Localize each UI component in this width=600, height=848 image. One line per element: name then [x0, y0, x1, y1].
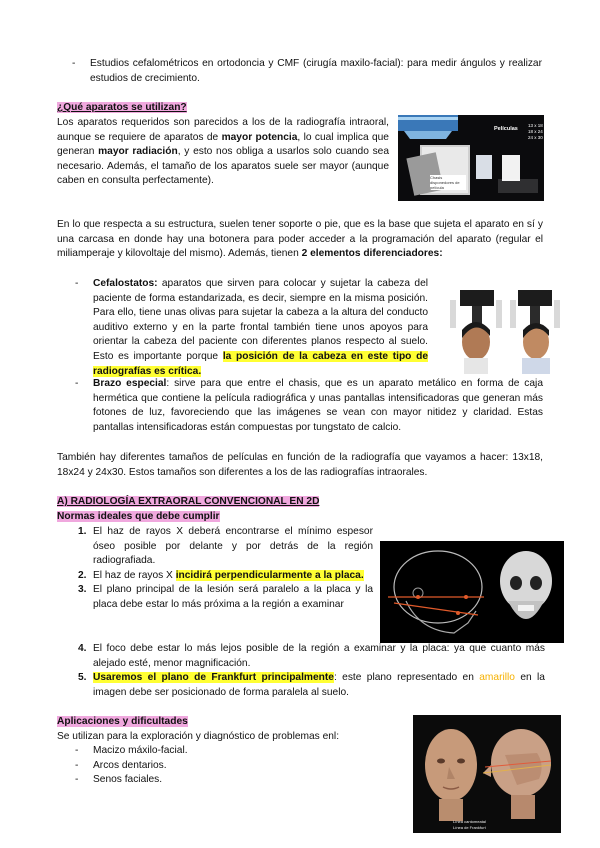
section1-paragraph-1: Los aparatos requeridos son parecidos a los de la radiografía intraoral, aunque se requiere de aparatos de mayor potencia, lo cual implica que generan mayor radiación, y esto nos obliga a usarlos solo cuando sea necesario. Además, el tamaño de los aparatos suele ser mayor (aunque caben en consulta perfectamente).	[57, 117, 390, 187]
application-item-2: - Arcos dentarios.	[93, 759, 343, 774]
section3-intro: Se utilizan para la exploración y diagnóstico de problemas enl:	[57, 731, 340, 742]
cefalostatos-item: - Cefalostatos: aparatos que sirven para colocar y sujetar la cabeza del paciente de forma estandarizada, es decir, siempre en la misma posición. Para ello, tiene unas olivas para sujetar la cabeza a la altura del conducto auditivo externo y en la parte frontal también tiene unos apoyos para orientar la cabeza del paciente con diferentes planos respecto al suelo. Esto es importante porque la posición de la cabeza en este tipo de radiografías es crítica.	[93, 277, 428, 379]
norm-item-5: 5. Usaremos el plano de Frankfurt principalmente: este plano representado en amarillo en la imagen debe ser posicionado de forma paralela al suelo.	[78, 672, 545, 698]
norm-item-2: 2. El haz de rayos X incidirá perpendicularmente a la placa.	[78, 569, 364, 581]
application-item-1: - Macizo máxilo-facial.	[93, 744, 343, 759]
skull-radiographs-image	[380, 541, 564, 643]
cephalostat-illustration	[436, 290, 564, 374]
films-label: Películas	[494, 126, 518, 132]
elements-list-2	[93, 377, 543, 435]
application-item-3: - Senos faciales.	[93, 773, 343, 788]
films-cassettes-illustration	[398, 115, 544, 201]
norms-list-continued	[78, 642, 545, 700]
section3-heading: Aplicaciones y dificultades	[57, 716, 188, 727]
skull-radiographs-illustration	[380, 541, 564, 643]
section1-paragraph-2: En lo que respecta a su estructura, suelen tener soporte o pie, que es la base que sujeta el aparato en sí y una carcasa en donde hay una botonera para poder acceder a la programación del aparato (regular el miliamperaje y kilovoltaje del mismo). Además, tienen 2 elementos diferenciadores:	[57, 219, 543, 260]
film-size-3: 24 x 30	[528, 135, 543, 140]
norm-item-1: 1. El haz de rayos X deberá encontrarse el mínimo espesor óseo posible por delante y por detrás de la región radiografiada.	[78, 526, 373, 567]
elements-list	[93, 277, 428, 379]
norms-list	[78, 525, 373, 613]
section1-paragraph-3: También hay diferentes tamaños de películas en función de la radiografía que vayamos a hacer: 13x18, 18x24 y 24x30. Estos tamaños son diferentes a los de las radiografías intraorales.	[57, 452, 543, 478]
intro-list	[90, 57, 542, 86]
section2-heading: A) RADIOLOGÍA EXTRAORAL CONVENCIONAL EN 2D	[57, 496, 320, 507]
section2-subheading: Normas ideales que debe cumplir	[57, 511, 220, 522]
head-caption-frankfurt: Línea de Frankfurt	[453, 825, 486, 830]
films-cassettes-image	[398, 115, 544, 201]
film-size-1: 13 x 18	[528, 123, 543, 128]
norm-item-4: 4. El foco debe estar lo más lejos posible de la región a examinar y la placa: ya que cuanto más alejado esté, menor magnificación.	[78, 643, 545, 669]
film-size-2: 18 x 24	[528, 129, 543, 134]
cassette-caption: Chasis disponedores de película	[430, 175, 466, 190]
intro-bullet: - Estudios cefalométricos en ortodoncia y CMF (cirugía maxilo-facial): para medir ángulos y realizar estudios de crecimiento.	[90, 57, 542, 86]
head-image-label-a: a)	[407, 772, 412, 778]
norm-item-3: 3. El plano principal de la lesión será paralelo a la placa y la placa debe estar lo más próxima a la región a examinar	[78, 584, 373, 610]
cephalostat-image	[436, 290, 564, 374]
section1-heading: ¿Qué aparatos se utilizan?	[57, 102, 187, 113]
head-planes-image	[407, 715, 561, 833]
brazo-item: - Brazo especial: sirve para que entre el chasis, que es un aparato metálico en forma de caja hermética que contiene la película radiográfica y unas pantallas intensificadoras que generan más fotones de luz, favoreciendo que las imágenes se vean con mayor nitidez y claridad. Estas pantallas intensificadoras están compuestas por tungstato de calcio.	[93, 377, 543, 435]
head-planes-illustration	[413, 715, 561, 833]
applications-list	[93, 744, 343, 788]
head-caption-cantomeatal: Línea cantomeatal	[453, 819, 486, 824]
